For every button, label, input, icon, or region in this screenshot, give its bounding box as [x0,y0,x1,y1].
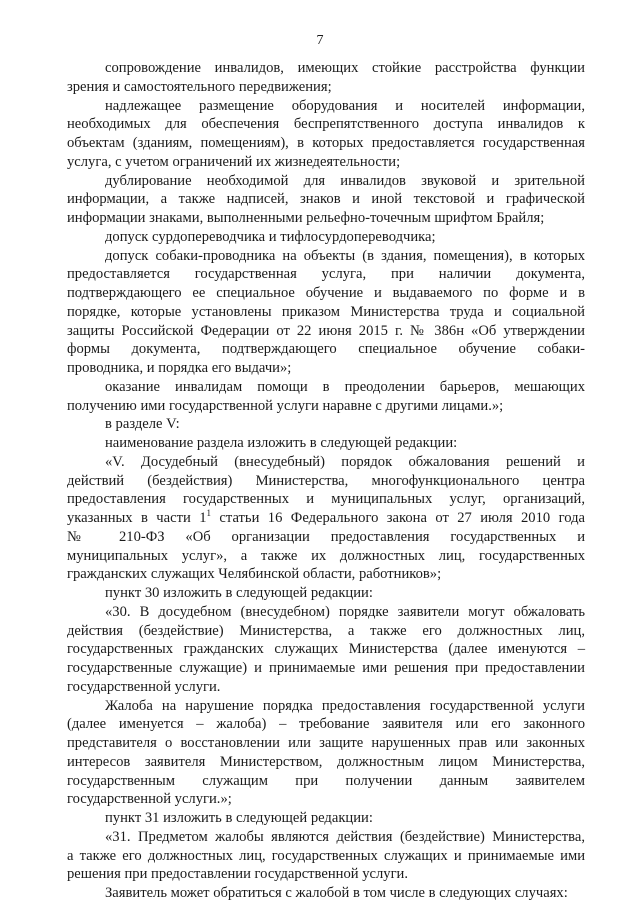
document-body [67,59,585,903]
paragraph-line: представителя о восстановлении или защите нарушенных прав или законных [67,735,585,751]
paragraph [67,415,585,434]
paragraph-line: предоставления государственных и муниципальных услуг, организаций, [67,491,585,508]
paragraph-line: муниципальных услуг», а также их должностных лиц, государственных [67,547,585,564]
paragraph-line: формы документа, подтверждающего специальное обучение собаки- [67,341,585,358]
paragraph-line: пункт 31 изложить в следующей редакции: [105,810,373,826]
paragraph [67,378,585,416]
paragraph-line: наименование раздела изложить в следующей редакции: [105,435,458,451]
paragraph-line: гражданских служащих Челябинской области, работников»; [67,566,442,583]
paragraph-line: пункт 30 изложить в следующей редакции: [105,585,373,601]
paragraph-line [67,509,585,528]
paragraph [67,809,585,828]
paragraph-line: надлежащее размещение оборудования и носителей информации, [105,97,585,114]
paragraph-line: подтверждающего ее специальное обучение и выдаваемого по форме и в [67,285,585,301]
paragraph [67,59,585,97]
paragraph-line: решения при предоставлении государственной услуги. [67,866,409,883]
paragraph-line: проводника, и порядка его выдачи»; [67,360,292,376]
paragraph-line: допуск сурдопереводчика и тифлосурдопереводчика; [105,228,436,245]
paragraph-line: интересов заявителя Министерством, должностным лицом Министерства, [67,753,585,770]
paragraph-line: № 210-ФЗ «Об организации предоставления государственных и [67,528,585,545]
paragraph [67,828,585,884]
paragraph-line: сопровождение инвалидов, имеющих стойкие расстройства функции [105,60,585,76]
paragraph-line: Жалоба на нарушение порядка предоставления государственной услуги [105,697,585,714]
paragraph-line: государственным служащим при получении данным заявителем [67,772,585,789]
superscript: 1 [206,508,211,518]
paragraph-line: дублирование необходимой для инвалидов звуковой и зрительной [105,172,585,189]
paragraph-line: Заявитель может обратиться с жалобой в том числе в следующих случаях: [105,885,568,901]
paragraph-line: «V. Досудебный (внесудебный) порядок обжалования решений и [105,453,585,470]
paragraph [67,453,585,584]
paragraph-line: информации, а также надписей, знаков и иной текстовой и графической [67,191,585,208]
paragraph-line: порядке, которые установлены приказом Министерства труда и социальной [67,303,585,320]
page-number: 7 [316,33,324,48]
paragraph-line: объектам (зданиям, помещениям), в которых предоставляется государственная [67,135,585,151]
paragraph [67,697,585,810]
paragraph-line: государственной услуги.»; [67,791,232,808]
paragraph-line: предоставляется государственная услуга, при наличии документа, [67,266,585,283]
paragraph-line: а также его должностных лиц, государственных служащих и принимаемые ими [67,847,585,864]
paragraph-line: получению ими государственной услуги наравне с другими лицами.»; [67,397,504,414]
paragraph-line: необходимых для обеспечения беспрепятственного доступа инвалидов к [67,116,585,133]
paragraph [67,97,585,172]
paragraph-line: допуск собаки-проводника на объекты (в здания, помещения), в которых [105,247,585,264]
paragraph-line: информации знаками, выполненными рельефно-точечным шрифтом Брайля; [67,210,545,226]
paragraph [67,172,585,228]
paragraph [67,228,585,247]
paragraph [67,584,585,603]
paragraph-line: «31. Предметом жалобы являются действия (бездействие) Министерства, [105,828,585,845]
paragraph [67,434,585,453]
paragraph-line: услуга, с учетом ограничений их жизнедеятельности; [67,153,401,170]
paragraph-line: (далее именуется – жалоба) – требование заявителя или его законного [67,716,585,733]
paragraph-line: зрения и самостоятельного передвижения; [67,78,332,95]
line-text: статьи 16 Федерального закона от 27 июля 2010 года [211,510,585,526]
paragraph-line: в разделе V: [105,416,180,433]
paragraph [67,884,585,903]
paragraph [67,247,585,378]
paragraph-line: государственной услуги. [67,678,221,695]
paragraph-line: государственных гражданских служащих Министерства (далее именуются – [67,641,585,658]
paragraph-line: защиты Российской Федерации от 22 июня 2015 г. № 386н «Об утверждении [67,322,585,339]
paragraph [67,603,585,697]
paragraph-line: «30. В досудебном (внесудебном) порядке заявители могут обжаловать [105,603,585,620]
paragraph-line: оказание инвалидам помощи в преодолении барьеров, мешающих [105,378,585,395]
line-text: указанных в части 1 [67,510,207,526]
paragraph-line: действия (бездействие) Министерства, а также его должностных лиц, [67,622,585,639]
paragraph-line: действий (бездействия) Министерства, многофункционального центра [67,472,585,489]
paragraph-line: государственные служащие) и принимаемые ими решения при предоставлении [67,660,585,676]
